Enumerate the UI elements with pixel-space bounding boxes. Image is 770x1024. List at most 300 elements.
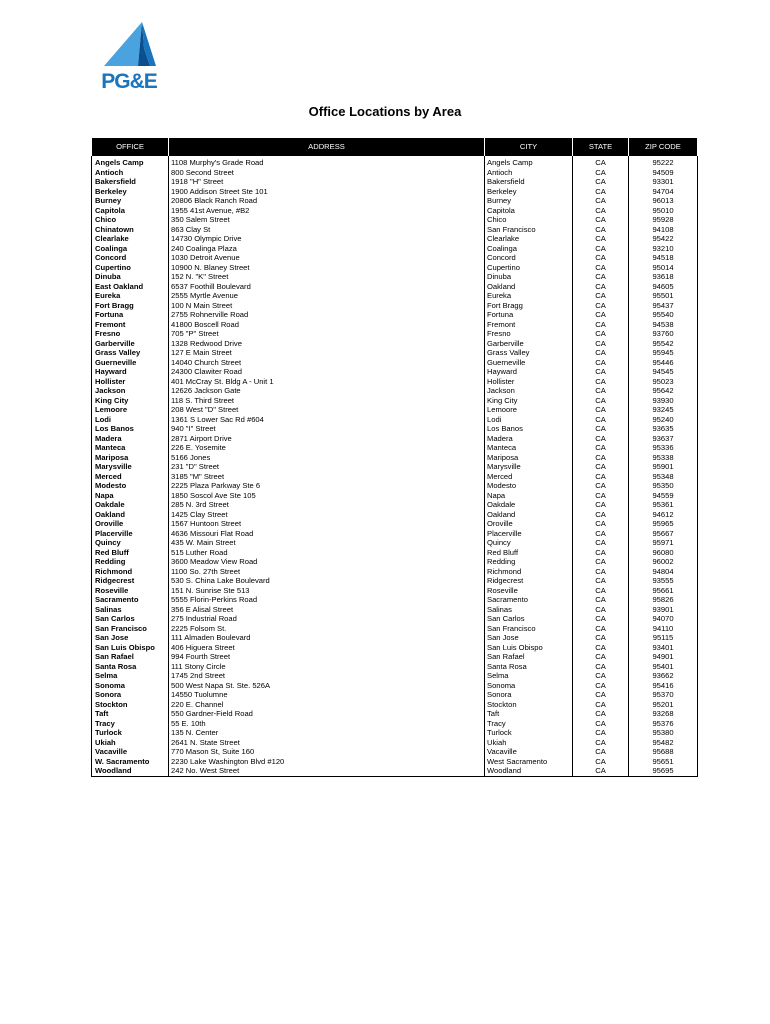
- city-cell: Cupertino: [485, 263, 573, 273]
- table-row: [92, 586, 698, 596]
- address-cell: 231 "D" Street: [169, 462, 485, 472]
- office-cell: Modesto: [92, 481, 169, 491]
- zip-code-cell: 94559: [629, 491, 698, 501]
- office-cell: Mariposa: [92, 453, 169, 463]
- address-cell: 1850 Soscol Ave Ste 105: [169, 491, 485, 501]
- address-cell: 41800 Boscell Road: [169, 320, 485, 330]
- zip-code-cell: 95370: [629, 690, 698, 700]
- office-cell: Vacaville: [92, 747, 169, 757]
- address-cell: 2225 Plaza Parkway Ste 6: [169, 481, 485, 491]
- office-cell: Oakland: [92, 510, 169, 520]
- state-cell: CA: [573, 358, 629, 368]
- table-row: [92, 757, 698, 767]
- city-cell: Jackson: [485, 386, 573, 396]
- city-cell: Lodi: [485, 415, 573, 425]
- table-row: [92, 747, 698, 757]
- address-cell: 2225 Folsom St.: [169, 624, 485, 634]
- office-cell: Chinatown: [92, 225, 169, 235]
- office-cell: Grass Valley: [92, 348, 169, 358]
- office-cell: Sonoma: [92, 681, 169, 691]
- state-cell: CA: [573, 272, 629, 282]
- table-row: [92, 605, 698, 615]
- state-cell: CA: [573, 301, 629, 311]
- office-cell: Berkeley: [92, 187, 169, 197]
- city-cell: Turlock: [485, 728, 573, 738]
- address-cell: 1918 "H" Street: [169, 177, 485, 187]
- address-cell: 350 Salem Street: [169, 215, 485, 225]
- city-cell: Modesto: [485, 481, 573, 491]
- zip-code-cell: 95965: [629, 519, 698, 529]
- address-cell: 1567 Huntoon Street: [169, 519, 485, 529]
- address-cell: 705 "P" Street: [169, 329, 485, 339]
- zip-code-cell: 95542: [629, 339, 698, 349]
- address-cell: 5555 Florin-Perkins Road: [169, 595, 485, 605]
- state-cell: CA: [573, 367, 629, 377]
- city-cell: Capitola: [485, 206, 573, 216]
- state-cell: CA: [573, 196, 629, 206]
- address-cell: 100 N Main Street: [169, 301, 485, 311]
- table-row: [92, 367, 698, 377]
- office-cell: Ridgecrest: [92, 576, 169, 586]
- zip-code-cell: 94108: [629, 225, 698, 235]
- state-cell: CA: [573, 662, 629, 672]
- address-cell: 127 E Main Street: [169, 348, 485, 358]
- city-cell: Grass Valley: [485, 348, 573, 358]
- city-cell: Napa: [485, 491, 573, 501]
- table-row: [92, 377, 698, 387]
- office-cell: Turlock: [92, 728, 169, 738]
- office-cell: East Oakland: [92, 282, 169, 292]
- office-cell: San Francisco: [92, 624, 169, 634]
- address-cell: 3600 Meadow View Road: [169, 557, 485, 567]
- table-row: [92, 320, 698, 330]
- address-cell: 14730 Olympic Drive: [169, 234, 485, 244]
- office-cell: Antioch: [92, 168, 169, 178]
- zip-code-cell: 95376: [629, 719, 698, 729]
- zip-code-cell: 94538: [629, 320, 698, 330]
- state-cell: CA: [573, 215, 629, 225]
- state-cell: CA: [573, 291, 629, 301]
- city-cell: Manteca: [485, 443, 573, 453]
- table-row: [92, 443, 698, 453]
- address-cell: 1745 2nd Street: [169, 671, 485, 681]
- address-cell: 1030 Detroit Avenue: [169, 253, 485, 263]
- zip-code-cell: 93555: [629, 576, 698, 586]
- table-row: [92, 614, 698, 624]
- address-cell: 152 N. "K" Street: [169, 272, 485, 282]
- office-cell: Oakdale: [92, 500, 169, 510]
- state-cell: CA: [573, 225, 629, 235]
- city-cell: Fortuna: [485, 310, 573, 320]
- zip-code-cell: 93210: [629, 244, 698, 254]
- office-cell: Selma: [92, 671, 169, 681]
- zip-code-cell: 95361: [629, 500, 698, 510]
- city-cell: Roseville: [485, 586, 573, 596]
- address-cell: 770 Mason St, Suite 160: [169, 747, 485, 757]
- office-cell: Woodland: [92, 766, 169, 776]
- state-cell: CA: [573, 557, 629, 567]
- zip-code-cell: 93618: [629, 272, 698, 282]
- table-row: [92, 671, 698, 681]
- state-cell: CA: [573, 320, 629, 330]
- table-row: [92, 329, 698, 339]
- state-cell: CA: [573, 538, 629, 548]
- zip-code-cell: 93401: [629, 643, 698, 653]
- office-cell: Angels Camp: [92, 156, 169, 168]
- office-cell: San Carlos: [92, 614, 169, 624]
- state-cell: CA: [573, 443, 629, 453]
- address-cell: 940 "I" Street: [169, 424, 485, 434]
- page-title: Office Locations by Area: [308, 104, 462, 119]
- table-row: [92, 500, 698, 510]
- address-cell: 1361 S Lower Sac Rd #604: [169, 415, 485, 425]
- address-cell: 135 N. Center: [169, 728, 485, 738]
- city-cell: Fort Bragg: [485, 301, 573, 311]
- office-cell: Napa: [92, 491, 169, 501]
- zip-code-cell: 95667: [629, 529, 698, 539]
- office-cell: Fort Bragg: [92, 301, 169, 311]
- state-cell: CA: [573, 633, 629, 643]
- office-cell: Capitola: [92, 206, 169, 216]
- state-cell: CA: [573, 586, 629, 596]
- zip-code-cell: 94704: [629, 187, 698, 197]
- office-cell: Lodi: [92, 415, 169, 425]
- city-cell: Fremont: [485, 320, 573, 330]
- city-cell: Fresno: [485, 329, 573, 339]
- address-cell: 226 E. Yosemite: [169, 443, 485, 453]
- address-cell: 10900 N. Blaney Street: [169, 263, 485, 273]
- address-cell: 111 Stony Circle: [169, 662, 485, 672]
- zip-code-cell: 94804: [629, 567, 698, 577]
- state-cell: CA: [573, 605, 629, 615]
- address-cell: 550 Gardner-Field Road: [169, 709, 485, 719]
- state-cell: CA: [573, 206, 629, 216]
- address-cell: 12626 Jackson Gate: [169, 386, 485, 396]
- table-row: [92, 282, 698, 292]
- state-cell: CA: [573, 719, 629, 729]
- office-cell: Dinuba: [92, 272, 169, 282]
- city-cell: Ukiah: [485, 738, 573, 748]
- table-row: [92, 700, 698, 710]
- table-row: [92, 538, 698, 548]
- city-cell: Placerville: [485, 529, 573, 539]
- city-cell: San Francisco: [485, 225, 573, 235]
- table-row: [92, 310, 698, 320]
- state-cell: CA: [573, 529, 629, 539]
- state-cell: CA: [573, 339, 629, 349]
- address-cell: 863 Clay St: [169, 225, 485, 235]
- city-cell: Garberville: [485, 339, 573, 349]
- table-row: [92, 453, 698, 463]
- address-cell: 275 Industrial Road: [169, 614, 485, 624]
- zip-code-cell: 95336: [629, 443, 698, 453]
- zip-code-cell: 93635: [629, 424, 698, 434]
- city-cell: Vacaville: [485, 747, 573, 757]
- table-row: [92, 481, 698, 491]
- table-row: [92, 690, 698, 700]
- zip-code-cell: 95401: [629, 662, 698, 672]
- city-cell: Chico: [485, 215, 573, 225]
- table-row: [92, 738, 698, 748]
- zip-code-cell: 95348: [629, 472, 698, 482]
- zip-code-cell: 95826: [629, 595, 698, 605]
- city-cell: Lemoore: [485, 405, 573, 415]
- table-row: [92, 633, 698, 643]
- zip-code-cell: 93301: [629, 177, 698, 187]
- state-cell: CA: [573, 757, 629, 767]
- zip-code-cell: 96080: [629, 548, 698, 558]
- table-row: [92, 719, 698, 729]
- office-cell: Roseville: [92, 586, 169, 596]
- zip-code-cell: 95695: [629, 766, 698, 776]
- office-cell: Los Banos: [92, 424, 169, 434]
- state-cell: CA: [573, 405, 629, 415]
- office-cell: Placerville: [92, 529, 169, 539]
- table-row: [92, 519, 698, 529]
- zip-code-cell: 94612: [629, 510, 698, 520]
- table-row: [92, 491, 698, 501]
- office-cell: Fremont: [92, 320, 169, 330]
- state-cell: CA: [573, 567, 629, 577]
- address-cell: 4636 Missouri Flat Road: [169, 529, 485, 539]
- office-cell: Manteca: [92, 443, 169, 453]
- zip-code-cell: 95240: [629, 415, 698, 425]
- table-row: [92, 462, 698, 472]
- city-cell: Tracy: [485, 719, 573, 729]
- state-cell: CA: [573, 576, 629, 586]
- state-cell: CA: [573, 244, 629, 254]
- office-cell: Fortuna: [92, 310, 169, 320]
- zip-code-cell: 95380: [629, 728, 698, 738]
- address-cell: 2641 N. State Street: [169, 738, 485, 748]
- office-cell: Burney: [92, 196, 169, 206]
- address-cell: 406 Higuera Street: [169, 643, 485, 653]
- state-cell: CA: [573, 156, 629, 168]
- city-cell: Salinas: [485, 605, 573, 615]
- office-cell: Coalinga: [92, 244, 169, 254]
- state-cell: CA: [573, 548, 629, 558]
- city-cell: Oakland: [485, 282, 573, 292]
- city-cell: San Jose: [485, 633, 573, 643]
- zip-code-cell: 95350: [629, 481, 698, 491]
- city-cell: Guerneville: [485, 358, 573, 368]
- office-cell: Santa Rosa: [92, 662, 169, 672]
- office-cell: Eureka: [92, 291, 169, 301]
- office-cell: Concord: [92, 253, 169, 263]
- city-cell: Selma: [485, 671, 573, 681]
- table-row: [92, 253, 698, 263]
- office-cell: San Rafael: [92, 652, 169, 662]
- address-cell: 435 W. Main Street: [169, 538, 485, 548]
- office-cell: Quincy: [92, 538, 169, 548]
- address-cell: 208 West "D" Street: [169, 405, 485, 415]
- zip-code-cell: 95928: [629, 215, 698, 225]
- table-row: [92, 766, 698, 776]
- zip-code-cell: 95014: [629, 263, 698, 273]
- address-cell: 20806 Black Ranch Road: [169, 196, 485, 206]
- zip-code-cell: 95661: [629, 586, 698, 596]
- table-row: [92, 557, 698, 567]
- address-cell: 3185 "M" Street: [169, 472, 485, 482]
- table-row: [92, 234, 698, 244]
- office-cell: Salinas: [92, 605, 169, 615]
- city-cell: Hollister: [485, 377, 573, 387]
- zip-code-cell: 95945: [629, 348, 698, 358]
- office-cell: Madera: [92, 434, 169, 444]
- zip-code-cell: 95688: [629, 747, 698, 757]
- city-cell: Hayward: [485, 367, 573, 377]
- state-cell: CA: [573, 453, 629, 463]
- city-cell: Sacramento: [485, 595, 573, 605]
- state-cell: CA: [573, 510, 629, 520]
- city-cell: Clearlake: [485, 234, 573, 244]
- table-row: [92, 709, 698, 719]
- city-cell: Berkeley: [485, 187, 573, 197]
- logo-light-shape: [104, 22, 142, 66]
- address-cell: 111 Almaden Boulevard: [169, 633, 485, 643]
- zip-code-cell: 95416: [629, 681, 698, 691]
- city-cell: Angels Camp: [485, 156, 573, 168]
- zip-code-cell: 95501: [629, 291, 698, 301]
- state-cell: CA: [573, 168, 629, 178]
- table-row: [92, 358, 698, 368]
- office-cell: Cupertino: [92, 263, 169, 273]
- office-cell: Fresno: [92, 329, 169, 339]
- zip-code-cell: 95437: [629, 301, 698, 311]
- office-cell: Jackson: [92, 386, 169, 396]
- address-cell: 1425 Clay Street: [169, 510, 485, 520]
- address-cell: 1328 Redwood Drive: [169, 339, 485, 349]
- city-cell: Richmond: [485, 567, 573, 577]
- table-row: [92, 177, 698, 187]
- state-cell: CA: [573, 386, 629, 396]
- office-cell: Chico: [92, 215, 169, 225]
- state-cell: CA: [573, 462, 629, 472]
- address-cell: 1100 So. 27th Street: [169, 567, 485, 577]
- address-cell: 1955 41st Avenue, #B2: [169, 206, 485, 216]
- address-cell: 24300 Clawiter Road: [169, 367, 485, 377]
- city-cell: Oroville: [485, 519, 573, 529]
- city-cell: Woodland: [485, 766, 573, 776]
- zip-code-cell: 95446: [629, 358, 698, 368]
- city-cell: Marysville: [485, 462, 573, 472]
- table-row: [92, 434, 698, 444]
- zip-code-cell: 93268: [629, 709, 698, 719]
- zip-code-cell: 95482: [629, 738, 698, 748]
- table-row: [92, 728, 698, 738]
- state-cell: CA: [573, 177, 629, 187]
- city-cell: Sonoma: [485, 681, 573, 691]
- address-cell: 118 S. Third Street: [169, 396, 485, 406]
- office-cell: Hollister: [92, 377, 169, 387]
- state-cell: CA: [573, 738, 629, 748]
- city-cell: Madera: [485, 434, 573, 444]
- office-locations-table: [91, 138, 698, 777]
- zip-code-cell: 94509: [629, 168, 698, 178]
- city-cell: Concord: [485, 253, 573, 263]
- zip-code-cell: 95651: [629, 757, 698, 767]
- table-row: [92, 291, 698, 301]
- table-row: [92, 263, 698, 273]
- table-row: [92, 225, 698, 235]
- state-cell: CA: [573, 377, 629, 387]
- table-row: [92, 415, 698, 425]
- address-cell: 285 N. 3rd Street: [169, 500, 485, 510]
- office-cell: Guerneville: [92, 358, 169, 368]
- table-row: [92, 510, 698, 520]
- office-cell: Oroville: [92, 519, 169, 529]
- city-cell: Los Banos: [485, 424, 573, 434]
- state-cell: CA: [573, 766, 629, 776]
- office-cell: Tracy: [92, 719, 169, 729]
- zip-code-cell: 93245: [629, 405, 698, 415]
- address-cell: 220 E. Channel: [169, 700, 485, 710]
- city-cell: Ridgecrest: [485, 576, 573, 586]
- city-cell: West Sacramento: [485, 757, 573, 767]
- state-cell: CA: [573, 282, 629, 292]
- table-row: [92, 348, 698, 358]
- table-row: [92, 206, 698, 216]
- city-cell: Oakland: [485, 510, 573, 520]
- address-cell: 356 E Alisal Street: [169, 605, 485, 615]
- zip-code-cell: 94901: [629, 652, 698, 662]
- state-cell: CA: [573, 253, 629, 263]
- city-cell: San Carlos: [485, 614, 573, 624]
- state-cell: CA: [573, 709, 629, 719]
- office-cell: Sonora: [92, 690, 169, 700]
- address-cell: 530 S. China Lake Boulevard: [169, 576, 485, 586]
- office-cell: San Jose: [92, 633, 169, 643]
- pge-logo: [96, 22, 162, 94]
- table-row: [92, 405, 698, 415]
- table-row: [92, 244, 698, 254]
- zip-code-cell: 94545: [629, 367, 698, 377]
- table-row: [92, 662, 698, 672]
- city-cell: Eureka: [485, 291, 573, 301]
- city-cell: Red Bluff: [485, 548, 573, 558]
- header-city: CITY: [485, 138, 573, 156]
- zip-code-cell: 93901: [629, 605, 698, 615]
- zip-code-cell: 96013: [629, 196, 698, 206]
- table-row: [92, 424, 698, 434]
- city-cell: Bakersfield: [485, 177, 573, 187]
- city-cell: Redding: [485, 557, 573, 567]
- state-cell: CA: [573, 491, 629, 501]
- address-cell: 1900 Addison Street Ste 101: [169, 187, 485, 197]
- address-cell: 2230 Lake Washington Blvd #120: [169, 757, 485, 767]
- state-cell: CA: [573, 310, 629, 320]
- zip-code-cell: 93930: [629, 396, 698, 406]
- table-row: [92, 187, 698, 197]
- city-cell: Mariposa: [485, 453, 573, 463]
- table-row: [92, 168, 698, 178]
- address-cell: 500 West Napa St. Ste. 526A: [169, 681, 485, 691]
- office-cell: Red Bluff: [92, 548, 169, 558]
- state-cell: CA: [573, 472, 629, 482]
- address-cell: 515 Luther Road: [169, 548, 485, 558]
- header-office: OFFICE: [92, 138, 169, 156]
- address-cell: 1108 Murphy's Grade Road: [169, 156, 485, 168]
- table-row: [92, 529, 698, 539]
- table-row: [92, 396, 698, 406]
- city-cell: Coalinga: [485, 244, 573, 254]
- city-cell: Stockton: [485, 700, 573, 710]
- office-cell: San Luis Obispo: [92, 643, 169, 653]
- address-cell: 14550 Tuolumne: [169, 690, 485, 700]
- city-cell: King City: [485, 396, 573, 406]
- state-cell: CA: [573, 187, 629, 197]
- city-cell: Antioch: [485, 168, 573, 178]
